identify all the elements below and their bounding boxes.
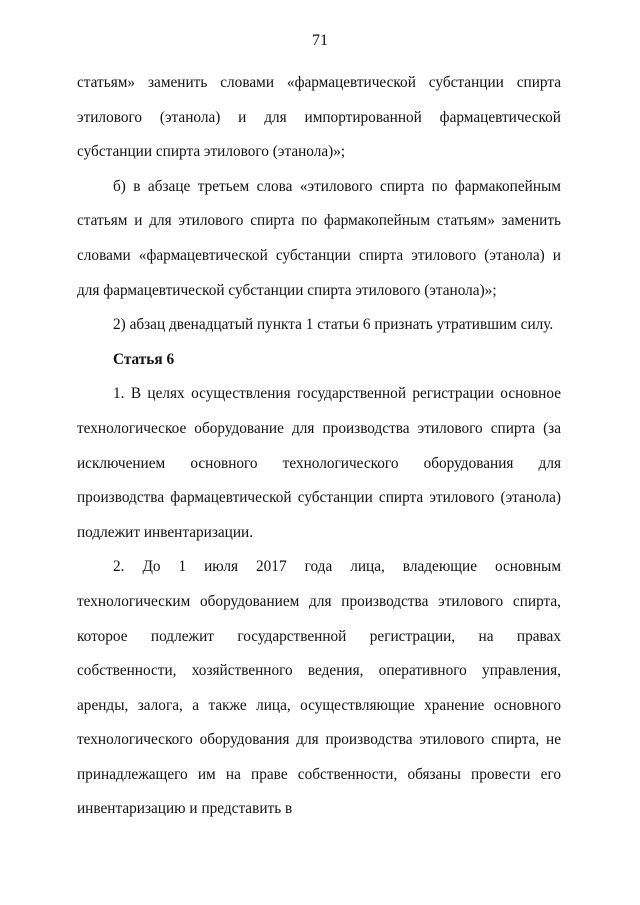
paragraph-b: б) в абзаце третьем слова «этилового спирта по фармакопейным статьям и для этилового спирта по фармакопейным статьям» заменить словами «фармацевтической субстанции спирта этилового (этанола) и для фармацевтической субстанции спирта этилового (этанола)»; xyxy=(77,177,561,299)
article-heading: Статья 6 xyxy=(113,350,175,368)
article-6-point-2: 2. До 1 июля 2017 года лица, владеющие основным технологическим оборудованием для производства этилового спирта, которое подлежит государственной регистрации, на правах собственности, хозяйственного ведения, оперативного управления, аренды, залога, а также лица, осуществляющие хранение основного технологического оборудования для производства этилового спирта, не принадлежащего им на праве собственности, обязаны провести его инвентаризацию и представить в xyxy=(77,558,561,818)
paragraph-continuation: статьям» заменить словами «фармацевтической субстанции спирта этилового (этанола) и для импортированной фармацевтической субстанции спирта этилового (этанола)»; xyxy=(77,74,561,161)
body-text xyxy=(77,66,561,827)
article-6-point-1: 1. В целях осуществления государственной регистрации основное технологическое оборудование для производства этилового спирта (за исключением основного технологического оборудования для производства фармацевтической субстанции спирта этилового (этанола) подлежит инвентаризации. xyxy=(77,385,561,541)
paragraph-2: 2) абзац двенадцатый пункта 1 статьи 6 признать утратившим силу. xyxy=(113,316,554,334)
page-number: 71 xyxy=(312,32,328,49)
